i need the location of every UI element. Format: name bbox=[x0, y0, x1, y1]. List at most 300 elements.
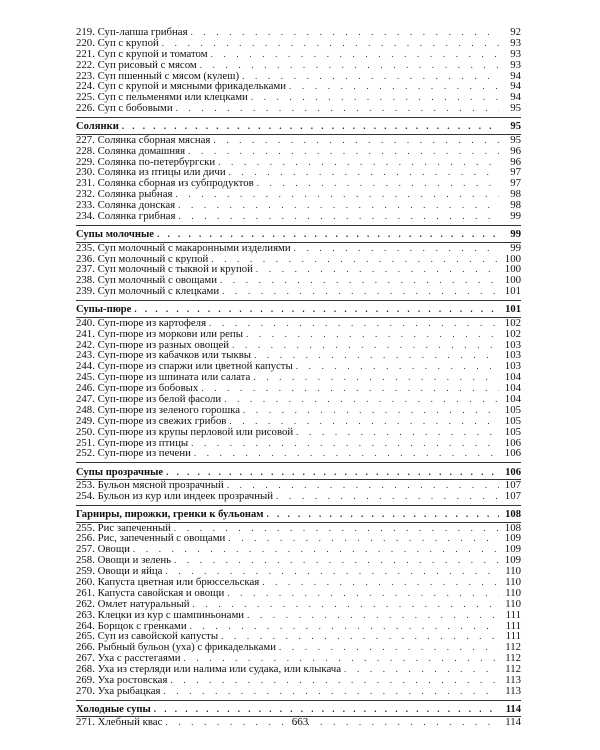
section-rule-top bbox=[76, 700, 521, 701]
toc-entry bbox=[76, 329, 521, 340]
toc-entry-title bbox=[76, 394, 224, 405]
toc-entry-page: 95 bbox=[510, 134, 521, 146]
toc-entry-page: 103 bbox=[504, 350, 521, 362]
section-heading-page: 95 bbox=[510, 121, 521, 133]
dot-leader bbox=[227, 480, 499, 491]
toc-entry-page: 104 bbox=[504, 383, 521, 394]
toc-entry-text: Суп-пюре из бобовых bbox=[97, 383, 199, 394]
toc-entry-text: Уха ростовская bbox=[97, 674, 168, 686]
toc-entry-text: Суп с крупой и мясными фрикадельками bbox=[97, 81, 287, 93]
dot-leader bbox=[165, 566, 499, 577]
toc-entry-page: 112 bbox=[505, 653, 521, 665]
toc-entry-number: 260. bbox=[76, 576, 95, 588]
dot-leader bbox=[224, 394, 499, 405]
toc-entry-number: 257. bbox=[76, 544, 95, 556]
toc-entry-title bbox=[76, 350, 254, 361]
dot-leader bbox=[257, 178, 499, 189]
toc-entry-text: Солянка сборная из субпродуктов bbox=[97, 178, 254, 190]
toc-entry-title bbox=[76, 243, 294, 254]
toc-entry-text: Суп молочный с макаронными изделиями bbox=[97, 242, 291, 254]
toc-entry bbox=[76, 189, 521, 200]
dot-leader bbox=[221, 631, 499, 642]
toc-entry-title bbox=[76, 566, 165, 577]
toc-entry bbox=[76, 200, 521, 211]
section-heading-title: Супы-пюре bbox=[76, 304, 132, 316]
toc-section bbox=[76, 117, 521, 222]
toc-entry-page: 93 bbox=[510, 59, 521, 71]
toc-entry-page: 106 bbox=[504, 448, 521, 460]
section-rule-top bbox=[76, 505, 521, 506]
toc-entry bbox=[76, 350, 521, 361]
toc-entry-text: Солянка грибная bbox=[97, 211, 176, 222]
toc-entry-page: 95 bbox=[510, 103, 521, 115]
toc-entry-number: 252. bbox=[76, 448, 95, 460]
toc-entry-title bbox=[76, 372, 253, 383]
toc-entry-title bbox=[76, 146, 188, 157]
toc-entry-text: Суп-пюре из кабачков или тыквы bbox=[97, 350, 252, 362]
dot-leader bbox=[200, 60, 499, 71]
toc-section bbox=[76, 300, 521, 459]
section-heading-title: Холодные супы bbox=[76, 703, 151, 715]
dot-leader bbox=[251, 92, 499, 103]
toc-entry-number: 264. bbox=[76, 620, 95, 632]
dot-leader bbox=[134, 304, 499, 316]
toc-entry-title bbox=[76, 254, 211, 265]
toc-entry-number: 242. bbox=[76, 339, 95, 351]
toc-entry-number: 229. bbox=[76, 156, 95, 168]
toc-entry-number: 254. bbox=[76, 490, 95, 502]
toc-entry-title bbox=[76, 686, 163, 697]
toc-entry-number: 265. bbox=[76, 631, 95, 643]
toc-entry-title bbox=[76, 631, 221, 642]
toc-entry bbox=[76, 480, 521, 491]
section-heading-page: 101 bbox=[505, 304, 521, 316]
toc-entry-text: Суп молочный с крупой bbox=[97, 253, 209, 265]
section-heading bbox=[76, 509, 521, 521]
toc-entry bbox=[76, 146, 521, 157]
toc-entry-number: 230. bbox=[76, 167, 95, 179]
dot-leader bbox=[246, 329, 499, 340]
toc-entry-number: 223. bbox=[76, 70, 95, 82]
toc-entry-page: 93 bbox=[510, 37, 521, 49]
section-heading bbox=[76, 229, 521, 241]
dot-leader bbox=[176, 103, 499, 114]
dot-leader bbox=[191, 438, 499, 449]
toc-entry-title bbox=[76, 264, 256, 275]
section-heading bbox=[76, 121, 521, 133]
dot-leader bbox=[262, 577, 499, 588]
dot-leader bbox=[254, 350, 499, 361]
toc-entry-title bbox=[76, 491, 276, 502]
toc-entry-page: 105 bbox=[504, 404, 521, 416]
toc-entry-number: 270. bbox=[76, 685, 95, 697]
dot-leader bbox=[174, 523, 499, 534]
toc-entry bbox=[76, 394, 521, 405]
toc-entry bbox=[76, 566, 521, 577]
toc-entry-title bbox=[76, 71, 242, 82]
toc-entry-page: 99 bbox=[510, 211, 521, 222]
toc-entry-page: 113 bbox=[505, 674, 521, 686]
toc-entry-page: 103 bbox=[504, 339, 521, 351]
toc-entry-title bbox=[76, 167, 229, 178]
dot-leader bbox=[162, 38, 499, 49]
toc-entry-title bbox=[76, 610, 247, 621]
toc-entry bbox=[76, 523, 521, 534]
toc-entry-title bbox=[76, 664, 344, 675]
toc-entry-number: 225. bbox=[76, 92, 95, 104]
toc-entry-title bbox=[76, 448, 194, 459]
toc-entry-page: 96 bbox=[510, 145, 521, 157]
toc-entry-title bbox=[76, 38, 162, 49]
toc-entry-page: 110 bbox=[505, 576, 521, 588]
toc-entry bbox=[76, 243, 521, 254]
dot-leader bbox=[294, 243, 499, 254]
toc-entry-number: 232. bbox=[76, 189, 95, 201]
toc-entry-page: 107 bbox=[504, 490, 521, 502]
toc-entry bbox=[76, 383, 521, 394]
toc-entry-page: 113 bbox=[505, 685, 521, 697]
dot-leader bbox=[247, 610, 499, 621]
toc-entry-text: Рыбный бульон (уха) с фрикадельками bbox=[97, 642, 277, 654]
toc-entry-text: Суп-пюре из шпината или салата bbox=[97, 372, 251, 384]
toc-entry-page: 110 bbox=[505, 587, 521, 599]
toc-entry-number: 244. bbox=[76, 361, 95, 373]
dot-leader bbox=[163, 686, 499, 697]
toc-entry bbox=[76, 49, 521, 60]
toc-entry bbox=[76, 60, 521, 71]
toc-entry-title bbox=[76, 157, 218, 168]
toc-entry-text: Борщок с гренками bbox=[97, 620, 187, 632]
toc-entry-title bbox=[76, 81, 289, 92]
toc-entry-title bbox=[76, 577, 262, 588]
toc-entry-text: Суп-пюре из печени bbox=[97, 448, 191, 460]
toc-entry bbox=[76, 416, 521, 427]
toc-entry bbox=[76, 610, 521, 621]
toc-entry-text: Суп из савойской капусты bbox=[97, 631, 219, 643]
section-rule-top bbox=[76, 117, 521, 118]
toc-entry-title bbox=[76, 383, 201, 394]
toc-entry-page: 100 bbox=[504, 253, 521, 265]
toc-entry-text: Бульон из кур или индеек прозрачный bbox=[97, 490, 274, 502]
dot-leader bbox=[229, 167, 499, 178]
toc-entry-page: 100 bbox=[504, 275, 521, 287]
dot-leader bbox=[276, 491, 499, 502]
toc-entry-title bbox=[76, 200, 178, 211]
dot-leader bbox=[296, 361, 499, 372]
toc-entry-number: 267. bbox=[76, 653, 95, 665]
dot-leader bbox=[157, 229, 499, 241]
toc-entry-text: Омлет натуральный bbox=[97, 598, 190, 610]
toc-entry bbox=[76, 448, 521, 459]
toc-entry-number: 226. bbox=[76, 103, 95, 115]
toc-entry bbox=[76, 38, 521, 49]
toc-entry-page: 102 bbox=[504, 328, 521, 340]
dot-leader bbox=[289, 81, 499, 92]
toc-entry-text: Овощи bbox=[97, 544, 130, 556]
dot-leader bbox=[194, 448, 499, 459]
toc-entry-title bbox=[76, 178, 257, 189]
dot-leader bbox=[267, 509, 500, 521]
toc-entry-text: Хлебный квас bbox=[97, 717, 163, 729]
toc-entry-number: 271. bbox=[76, 717, 95, 729]
toc-entry-title bbox=[76, 318, 209, 329]
toc-entry-page: 97 bbox=[510, 167, 521, 179]
toc-entry-number: 263. bbox=[76, 609, 95, 621]
toc-entry-page: 109 bbox=[504, 555, 521, 567]
toc-entry-number: 241. bbox=[76, 328, 95, 340]
toc-entry-title bbox=[76, 555, 174, 566]
toc-entry bbox=[76, 81, 521, 92]
toc-entry-number: 268. bbox=[76, 664, 95, 675]
toc-entry-title bbox=[76, 340, 232, 351]
toc-entry-number: 253. bbox=[76, 480, 95, 491]
toc-entry-text: Уха из стерляди или налима или судака, или клыкача bbox=[97, 664, 342, 675]
toc-entry-text: Суп-лапша грибная bbox=[97, 27, 188, 38]
toc-entry bbox=[76, 621, 521, 632]
dot-leader bbox=[218, 157, 499, 168]
toc-entry bbox=[76, 275, 521, 286]
toc-entry-text: Солянка по-петербургски bbox=[97, 156, 216, 168]
toc-entry-page: 110 bbox=[505, 566, 521, 577]
toc-entry-title bbox=[76, 544, 133, 555]
toc-entry-page: 109 bbox=[504, 533, 521, 545]
toc-entry-number: 227. bbox=[76, 134, 95, 146]
toc-entry-text: Суп с пельменями или клецками bbox=[97, 92, 248, 104]
toc-entry bbox=[76, 438, 521, 449]
toc-entry-title bbox=[76, 329, 246, 340]
toc-entry-number: 228. bbox=[76, 145, 95, 157]
toc-sections bbox=[76, 117, 521, 728]
toc-entry-number: 233. bbox=[76, 200, 95, 212]
toc-entry bbox=[76, 664, 521, 675]
toc-entry-page: 97 bbox=[510, 178, 521, 190]
toc-entry-number: 234. bbox=[76, 211, 95, 222]
toc-entry-title bbox=[76, 27, 191, 38]
dot-leader bbox=[232, 340, 499, 351]
dot-leader bbox=[344, 664, 499, 675]
toc-entry bbox=[76, 427, 521, 438]
toc-entry-title bbox=[76, 438, 191, 449]
toc-entry-number: 235. bbox=[76, 242, 95, 254]
dot-leader bbox=[174, 555, 499, 566]
toc-entry-number: 243. bbox=[76, 350, 95, 362]
toc-entry bbox=[76, 361, 521, 372]
toc-entry-number: 269. bbox=[76, 674, 95, 686]
dot-leader bbox=[242, 71, 499, 82]
toc-entry-number: 247. bbox=[76, 394, 95, 405]
toc-entry-page: 98 bbox=[510, 189, 521, 201]
toc-entry-number: 239. bbox=[76, 286, 95, 298]
dot-leader bbox=[256, 264, 499, 275]
toc-leading-entries bbox=[76, 27, 521, 114]
toc-entry-text: Суп молочный с тыквой и крупой bbox=[97, 264, 253, 276]
toc-entry-page: 106 bbox=[504, 437, 521, 449]
toc-entry-text: Овощи и яйца bbox=[97, 566, 163, 577]
toc-entry-page: 105 bbox=[504, 415, 521, 427]
toc-entry bbox=[76, 405, 521, 416]
dot-leader bbox=[211, 49, 499, 60]
toc-entry bbox=[76, 103, 521, 114]
toc-entry-number: 250. bbox=[76, 426, 95, 438]
dot-leader bbox=[253, 372, 499, 383]
toc-entry-number: 266. bbox=[76, 642, 95, 654]
toc-section bbox=[76, 505, 521, 697]
dot-leader bbox=[227, 588, 499, 599]
toc-entry bbox=[76, 92, 521, 103]
toc-entry-page: 100 bbox=[504, 264, 521, 276]
dot-leader bbox=[133, 544, 499, 555]
toc-entry-title bbox=[76, 211, 178, 222]
toc-entry-title bbox=[76, 621, 190, 632]
section-heading bbox=[76, 467, 521, 479]
toc-entry-text: Суп рисовый с мясом bbox=[97, 59, 197, 71]
toc-entry bbox=[76, 631, 521, 642]
section-heading-title: Супы молочные bbox=[76, 229, 154, 241]
toc-entry-page: 104 bbox=[504, 394, 521, 405]
toc-entry-text: Солянка домашняя bbox=[97, 145, 186, 157]
toc-entry bbox=[76, 211, 521, 222]
toc-entry bbox=[76, 340, 521, 351]
dot-leader bbox=[191, 27, 499, 38]
toc-entry-page: 111 bbox=[505, 609, 521, 621]
toc-entry-title bbox=[76, 675, 170, 686]
toc-entry bbox=[76, 686, 521, 697]
toc-entry-number: 255. bbox=[76, 522, 95, 534]
table-of-contents bbox=[76, 27, 521, 728]
toc-entry bbox=[76, 588, 521, 599]
dot-leader bbox=[178, 211, 499, 222]
toc-entry bbox=[76, 675, 521, 686]
toc-entry bbox=[76, 254, 521, 265]
toc-entry bbox=[76, 167, 521, 178]
toc-entry-title bbox=[76, 286, 222, 297]
dot-leader bbox=[211, 254, 499, 265]
toc-entry-number: 219. bbox=[76, 27, 95, 38]
toc-entry bbox=[76, 178, 521, 189]
toc-entry-text: Суп-пюре из птицы bbox=[97, 437, 189, 449]
toc-entry-text: Суп с крупой bbox=[97, 37, 159, 49]
toc-entry-title bbox=[76, 533, 228, 544]
toc-entry-number: 261. bbox=[76, 587, 95, 599]
toc-entry-title bbox=[76, 189, 175, 200]
toc-entry-text: Бульон мясной прозрачный bbox=[97, 480, 224, 491]
toc-entry-text: Уха рыбацкая bbox=[97, 685, 161, 697]
section-rule-top bbox=[76, 225, 521, 226]
section-heading-page: 114 bbox=[505, 703, 521, 715]
toc-entry-text: Суп-пюре из крупы перловой или рисовой bbox=[97, 426, 294, 438]
toc-entry bbox=[76, 157, 521, 168]
toc-entry-title bbox=[76, 427, 296, 438]
section-heading-page: 99 bbox=[510, 229, 521, 241]
toc-entry bbox=[76, 599, 521, 610]
toc-entry-number: 231. bbox=[76, 178, 95, 190]
toc-entry-page: 110 bbox=[505, 598, 521, 610]
toc-entry-text: Капуста цветная или брюссельская bbox=[97, 576, 260, 588]
toc-entry-page: 103 bbox=[504, 361, 521, 373]
toc-entry-title bbox=[76, 92, 251, 103]
toc-entry-number: 240. bbox=[76, 317, 95, 329]
toc-entry-number: 249. bbox=[76, 415, 95, 427]
toc-entry-page: 105 bbox=[504, 426, 521, 438]
toc-entry-text: Суп-пюре из спаржи или цветной капусты bbox=[97, 361, 293, 373]
toc-entry-text: Солянка донская bbox=[97, 200, 176, 212]
toc-entry-title bbox=[76, 416, 229, 427]
toc-entry-number: 251. bbox=[76, 437, 95, 449]
dot-leader bbox=[178, 200, 499, 211]
toc-entry-title bbox=[76, 653, 184, 664]
toc-entry-text: Солянка из птицы или дичи bbox=[97, 167, 226, 179]
toc-entry-text: Капуста савойская и овощи bbox=[97, 587, 225, 599]
toc-entry-text: Уха с расстегаями bbox=[97, 653, 181, 665]
toc-section bbox=[76, 225, 521, 297]
toc-entry-title bbox=[76, 642, 279, 653]
toc-entry bbox=[76, 642, 521, 653]
toc-entry-page: 112 bbox=[505, 642, 521, 654]
toc-entry-title bbox=[76, 361, 296, 372]
dot-leader bbox=[201, 383, 499, 394]
dot-leader bbox=[222, 286, 499, 297]
toc-entry-text: Суп-пюре из белой фасоли bbox=[97, 394, 222, 405]
toc-entry-title bbox=[76, 480, 227, 491]
toc-entry-title bbox=[76, 49, 211, 60]
toc-entry-text: Суп с бобовыми bbox=[97, 103, 173, 115]
dot-leader bbox=[279, 642, 499, 653]
toc-entry-number: 220. bbox=[76, 37, 95, 49]
toc-entry-number: 258. bbox=[76, 555, 95, 567]
toc-entry-text: Суп-пюре из моркови или репы bbox=[97, 328, 243, 340]
section-heading-title: Супы прозрачные bbox=[76, 466, 164, 478]
dot-leader bbox=[166, 467, 499, 479]
section-heading-page: 108 bbox=[505, 509, 521, 520]
section-heading-title: Солянки bbox=[76, 121, 119, 133]
toc-entry bbox=[76, 71, 521, 82]
toc-entry-page: 94 bbox=[510, 81, 521, 93]
toc-entry bbox=[76, 372, 521, 383]
toc-entry-page: 98 bbox=[510, 200, 521, 212]
dot-leader bbox=[154, 704, 499, 716]
dot-leader bbox=[170, 675, 499, 686]
toc-entry-page: 94 bbox=[510, 92, 521, 104]
toc-entry-text: Суп-пюре из свежих грибов bbox=[97, 415, 227, 427]
toc-entry-number: 236. bbox=[76, 253, 95, 265]
section-rule-top bbox=[76, 462, 521, 463]
dot-leader bbox=[228, 533, 499, 544]
toc-entry-text: Солянка сборная мясная bbox=[97, 134, 211, 146]
toc-entry-page: 101 bbox=[504, 286, 521, 298]
toc-entry-number: 246. bbox=[76, 383, 95, 394]
toc-entry-text: Суп-пюре из разных овощей bbox=[97, 339, 230, 351]
toc-entry bbox=[76, 264, 521, 275]
toc-entry-page: 112 bbox=[505, 664, 521, 675]
toc-entry-page: 92 bbox=[510, 27, 521, 38]
toc-entry-text: Суп с крупой и томатом bbox=[97, 48, 208, 60]
dot-leader bbox=[243, 405, 499, 416]
toc-entry bbox=[76, 544, 521, 555]
toc-entry-page: 114 bbox=[505, 717, 521, 729]
toc-entry-text: Рис запеченный bbox=[97, 522, 171, 534]
toc-entry-title bbox=[76, 599, 193, 610]
toc-entry bbox=[76, 27, 521, 38]
toc-entry-title bbox=[76, 135, 213, 146]
toc-entry-number: 245. bbox=[76, 372, 95, 384]
toc-entry bbox=[76, 491, 521, 502]
toc-entry bbox=[76, 135, 521, 146]
toc-entry bbox=[76, 555, 521, 566]
toc-entry-text: Рис, запеченный с овощами bbox=[97, 533, 226, 545]
toc-entry bbox=[76, 286, 521, 297]
toc-entry-number: 222. bbox=[76, 59, 95, 71]
toc-entry-page: 108 bbox=[504, 522, 521, 534]
